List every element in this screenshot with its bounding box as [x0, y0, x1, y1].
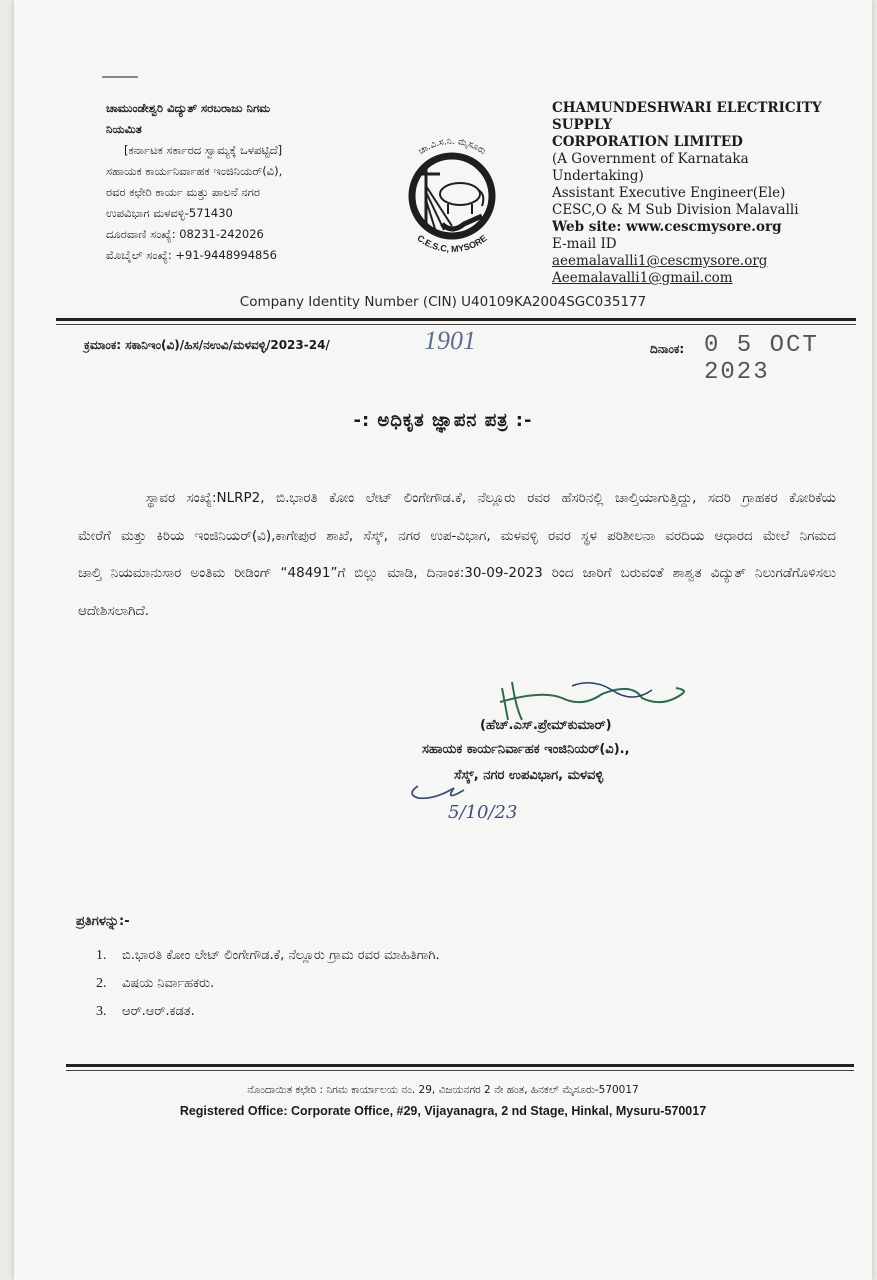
- header-kn-line4: ಸಹಾಯಕ ಕಾರ್ಯನಿರ್ವಾಹಕ ಇಂಜಿನಿಯರ್(ವಿ),: [106, 164, 283, 178]
- header-kn-line5: ರವರ ಕಛೇರಿ ಕಾರ್ಯ ಮತ್ತು ಪಾಲನೆ ನಗರ: [106, 185, 260, 199]
- date-label: ದಿನಾಂಕ:: [650, 342, 685, 356]
- header-en-email-label: E-mail ID: [552, 236, 617, 252]
- copies-list: [96, 942, 440, 1026]
- signatory-name: (ಹೆಚ್.ಎಸ್.ಪ್ರೇಮ್‌ಕುಮಾರ್): [480, 718, 612, 733]
- copy-item: 3. ಆರ್.ಆರ್.ಕಡತ.: [96, 1004, 195, 1019]
- document-title: -: ಅಧಿಕೃತ ಜ್ಞಾಪನ ಪತ್ರ :-: [353, 410, 533, 431]
- signatory-designation: ಸಹಾಯಕ ಕಾರ್ಯನಿರ್ವಾಹಕ ಇಂಜಿನಿಯರ್(ವಿ).,: [422, 742, 630, 757]
- cin-number: Company Identity Number (CIN) U40109KA2004SGC035177: [239, 294, 647, 310]
- header-kannada: [106, 98, 386, 266]
- copy-item: 1. ಬಿ.ಭಾರತಿ ಕೋಂ ಲೇಟ್ ಲಿಂಗೇಗೌಡ.ಕೆ, ನೆಲ್ಲೂರು ಗ್ರಾಮ ರವರ ಮಾಹಿತಿಗಾಗಿ.: [96, 948, 440, 963]
- header-kn-line2: ನಿಯಮಿತ: [106, 122, 142, 136]
- header-en-line2: CORPORATION LIMITED: [552, 134, 743, 150]
- footer-kannada: ನೊಂದಾಯಿತ ಕಛೇರಿ : ನಿಗಮ ಕಾರ್ಯಾಲಯ ನಂ. 29, ವಿಜಯನಗರ 2 ನೇ ಹಂತ, ಹಿನಕಲ್ ಮೈಸೂರು-570017: [247, 1084, 639, 1096]
- email-link-gmail[interactable]: Aeemalavalli1@gmail.com: [552, 270, 733, 286]
- footer-divider: [66, 1064, 854, 1067]
- logo-top-text: ಚಾ.ವಿ.ಸ.ನಿ. ಮೈಸೂರು: [416, 136, 488, 157]
- header-divider: [56, 318, 856, 321]
- pen-mark: [102, 76, 138, 78]
- header-en-line6: CESC,O & M Sub Division Malavalli: [552, 202, 799, 218]
- initials-date: 5/10/23: [448, 802, 518, 823]
- header-kn-line6: ಉಪವಿಭಾಗ ಮಳವಳ್ಳಿ-571430: [106, 206, 233, 220]
- body-text: ಸ್ಥಾವರ ಸಂಖ್ಯೆ:NLRP2, ಬಿ.ಭಾರತಿ ಕೋಂ ಲೇಟ್ ಲಿಂಗೇಗೌಡ.ಕೆ, ನೆಲ್ಲೂರು ರವರ ಹೆಸರಿನಲ್ಲಿ ಚಾಲ್ತಿಯಾಗುತ್ತಿದ್ದು, ಸದರಿ ಗ್ರಾಹಕರ ಕೋರಿಕೆಯ ಮೇರೆಗೆ ಮತ್ತು ಕಿರಿಯ ಇಂಜಿನಿಯರ್(ವಿ),ಕಾಗೇಪುರ ಶಾಖೆ, ಸೆಸ್ಕ್, ನಗರ ಉಪ-ವಿಭಾಗ, ಮಳವಳ್ಳಿ ರವರ ಸ್ಥಳ ಪರಿಶೀಲನಾ ವರದಿಯ ಆಧಾರದ ಮೇಲೆ ನಿಗಮದ ಚಾಲ್ತಿ ನಿಯಮಾನುಸಾರ ಅಂತಿಮ ರೀಡಿಂಗ್ “48491”ಗೆ ಬಿಲ್ಲು ಮಾಡಿ, ದಿನಾಂಕ:30-09-2023 ರಿಂದ ಜಾರಿಗೆ ಬರುವಂತೆ ಶಾಶ್ವತ ವಿದ್ಯುತ್ ನಿಲುಗಡೆಗೊಳಿಸಲು ಆದೇಶಿಸಲಾಗಿದೆ.: [78, 490, 836, 619]
- header-kn-phone: ದೂರವಾಣಿ ಸಂಖ್ಯೆ: 08231-242026: [106, 227, 264, 241]
- header-kn-line1: ಚಾಮುಂಡೇಶ್ವರಿ ವಿದ್ಯುತ್ ಸರಬರಾಜು ನಿಗಮ: [106, 101, 271, 115]
- body-paragraph: [78, 480, 836, 630]
- footer-divider-thin: [66, 1070, 854, 1071]
- header-en-line4: Undertaking): [552, 168, 644, 184]
- logo-bottom-text: C.E.S.C, MYSORE: [415, 232, 489, 255]
- letter-page: [14, 0, 872, 1280]
- date-stamp: 0 5 OCT 2023: [704, 332, 819, 386]
- header-en-line1: CHAMUNDESHWARI ELECTRICITY SUPPLY: [552, 100, 822, 133]
- copy-item: 2. ವಿಷಯ ನಿರ್ವಾಹಕರು.: [96, 976, 215, 991]
- reference-number-handwritten: 1901: [424, 326, 476, 355]
- header-en-web: Web site: www.cescmysore.org: [552, 219, 782, 235]
- footer-english: Registered Office: Corporate Office, #29, Vijayanagra, 2 nd Stage, Hinkal, Mysuru-570017: [179, 1104, 707, 1118]
- reference-label: ಕ್ರಮಾಂಕ: ಸಕಾನಿಇಂ(ವಿ)/ಹಿಸ/ನಉವಿ/ಮಳವಳ್ಳಿ/2023-24/: [84, 338, 330, 352]
- header-english: [552, 100, 872, 287]
- header-kn-line3: [ಕರ್ನಾಟಕ ಸರ್ಕಾರದ ಸ್ವಾಮ್ಯಕ್ಕೆ ಒಳಪಟ್ಟಿದೆ]: [124, 143, 283, 157]
- signatory-office: ಸೆಸ್ಕ್, ನಗರ ಉಪವಿಭಾಗ, ಮಳವಳ್ಳಿ: [454, 768, 604, 783]
- copies-label: ಪ್ರತಿಗಳನ್ನು:-: [76, 914, 130, 929]
- header-divider-thin: [56, 324, 856, 325]
- cesc-logo: [386, 130, 518, 262]
- handwritten-initials: [404, 772, 534, 832]
- header-kn-mobile: ಮೊಬೈಲ್ ಸಂಖ್ಯೆ: +91-9448994856: [106, 248, 277, 262]
- email-link-official[interactable]: aeemalavalli1@cescmysore.org: [552, 253, 768, 269]
- header-en-line5: Assistant Executive Engineer(Ele): [552, 185, 786, 201]
- header-en-line3: (A Government of Karnataka: [552, 151, 749, 167]
